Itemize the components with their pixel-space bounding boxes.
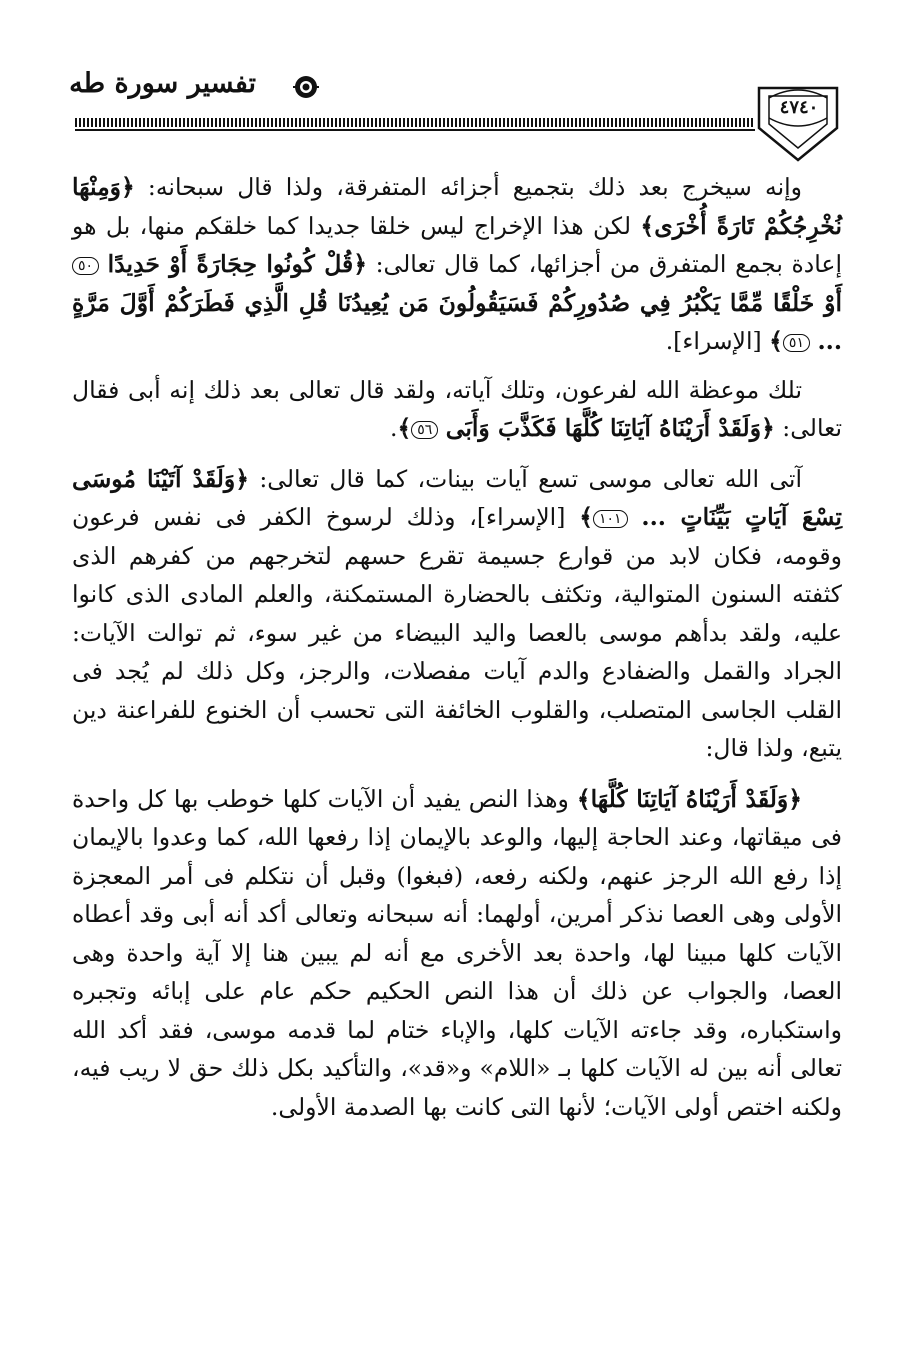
paragraph-4 xyxy=(72,780,842,1127)
header-rule xyxy=(75,118,755,127)
quran-quote: ﴾ xyxy=(769,327,783,355)
text-run: وإنه سيخرج بعد ذلك بتجميع أجزائه المتفرقة، ولذا قال سبحانه: xyxy=(134,173,802,201)
quran-quote: ﴿وَلَقَدْ أَرَيْنَاهُ آيَاتِنَا كُلَّهَا﴾ xyxy=(576,784,802,813)
text-run: تلك موعظة الله لفرعون، وتلك آياته، ولقد قال تعالى بعد ذلك إنه أبى فقال تعالى: xyxy=(72,375,842,442)
quran-quote: ﴾ xyxy=(397,414,412,442)
page-number-badge xyxy=(755,78,841,162)
text-run: آتى الله تعالى موسى تسع آيات بينات، كما قال تعالى: xyxy=(249,464,802,493)
quran-quote: ﴿وَلَقَدْ أَرَيْنَاهُ آيَاتِنَا كُلَّهَا فَكَذَّبَ وَأَبَى xyxy=(445,414,775,442)
paragraph-1 xyxy=(72,168,842,361)
verse-number-badge: ٥٦ xyxy=(411,421,438,439)
quran-quote: ﴾ xyxy=(579,503,593,531)
paragraph-3 xyxy=(72,460,842,768)
verse-number-badge: ٥١ xyxy=(783,334,810,352)
text-run: وهذا النص يفيد أن الآيات كلها خوطب بها كل واحدة فى ميقاتها، وعند الحاجة إليها، والوعد بالإيمان إذا رفعها الله، كما وعدوا بالإيمان إذا رفع الله الرجز عنهم، ولكنه رفعه، (فبغوا) وقبل أن نتكلم فى أمر المعجزة الأولى وهى العصا نذكر أمرين، أولهما: أنه سبحانه وتعالى أكد أنه أبى وقد أعطاه الآيات كلها مبينا لها، واحدة بعد الأخرى مع أنه لم يبين هنا إلا آية واحدة وهى العصا، والجواب عن ذلك أن هذا النص الحكيم حكم عام على إبائه وتجبره واستكباره، وقد جاءته الآيات كلها، والإباء ختام لما قدمه موسى، فقد أكد الله تعالى أنه بين له الآيات كلها بـ «اللام» و«قد»، والتأكيد بكل ذلك حق لا ريب فيه، ولكنه اختص أولى الآيات؛ لأنها التى كانت بها الصدمة الأولى. xyxy=(72,784,842,1121)
verse-number-badge: ٥٠ xyxy=(72,257,99,275)
text-run: [الإسراء]. xyxy=(665,327,770,355)
paragraph-2 xyxy=(72,371,842,448)
ornament-icon xyxy=(293,74,319,100)
text-run: لكن هذا الإخراج ليس خلقا جديدا كما خلقكم منها، بل هو إعادة بجمع المتفرق من أجزائها، كما قال تعالى: xyxy=(72,211,842,278)
header-rule-line xyxy=(75,129,755,131)
page-number: ٤٧٤٠ xyxy=(779,97,819,118)
quran-quote: ﴿قُلْ كُونُوا حِجَارَةً أَوْ حَدِيدًا xyxy=(107,250,368,278)
quran-quote: أَوْ خَلْقًا مِّمَّا يَكْبُرُ فِي صُدُورِكُمْ فَسَيَقُولُونَ مَن يُعِيدُنَا قُلِ الَّذِي فَطَرَكُمْ أَوَّلَ مَرَّةٍ ... xyxy=(72,288,843,355)
quran-quote: ﴿وَمِنْهَا نُخْرِجُكُمْ تَارَةً أُخْرَى﴾ xyxy=(72,173,842,240)
body-text xyxy=(72,168,842,1126)
text-run: [الإسراء]، وذلك لرسوخ الكفر فى نفس فرعون وقومه، فكان لابد من قوارع جسيمة تقرع حسهم لتخرجهم من كفرهم الذى كثفته السنون المتوالية، وتكثف بالحضارة المستمكنة، والعلم المادى الذى كانوا عليه، ولقد بدأهم موسى بالعصا واليد البيضاء من غير سوء، ثم توالت الآيات: الجراد والقمل والضفادع والدم آيات مفصلات، والرجز، وكل ذلك لم يُجد فى القلب الجاسى المتصلب، والقلوب الخائفة التى تحسب أن الخنوع للفراعنة دين يتبع، ولذا قال: xyxy=(72,503,842,762)
surah-title: تفسير سورة طه xyxy=(69,68,256,99)
verse-number-badge: ١٠١ xyxy=(593,510,628,528)
quran-quote: ﴿وَلَقَدْ آتَيْنَا مُوسَى تِسْعَ آيَاتٍ بَيِّنَاتٍ ... xyxy=(72,464,842,531)
text-run: . xyxy=(389,414,398,442)
